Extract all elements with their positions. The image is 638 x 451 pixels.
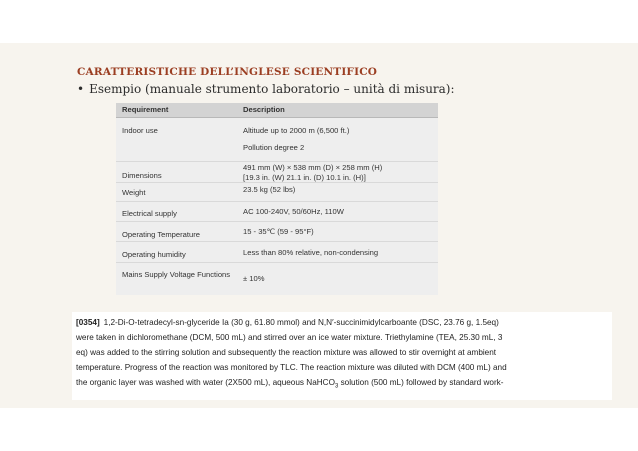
table-row (116, 202, 438, 222)
description-line: 23.5 kg (52 lbs) (243, 185, 296, 194)
description-line: Less than 80% relative, non-condensing (243, 248, 379, 257)
requirements-table (116, 103, 438, 295)
patent-excerpt (72, 312, 612, 400)
patent-line-2: were taken in dichloromethane (DCM, 500 mL) and stirred over an ice water mixture. Triethylamine (TEA, 25.30 mL, 3 (76, 333, 503, 342)
patent-text: solution (500 mL) followed by standard work- (338, 378, 504, 387)
requirement-cell: Operating Temperature (122, 230, 200, 239)
table-row (116, 263, 438, 295)
table-header-row (116, 103, 438, 118)
requirement-cell: Electrical supply (122, 209, 177, 218)
description-cell (243, 274, 433, 284)
requirement-cell: Indoor use (122, 126, 158, 135)
table-row (116, 222, 438, 242)
table-row (116, 183, 438, 202)
description-line: Altitude up to 2000 m (6,500 ft.) (243, 126, 350, 135)
description-line: AC 100-240V, 50/60Hz, 110W (243, 207, 344, 216)
column-header-requirement: Requirement (122, 105, 169, 114)
description-line: Pollution degree 2 (243, 143, 305, 152)
description-cell (243, 207, 433, 217)
paragraph-number: [0354] (76, 318, 100, 327)
description-cell (243, 185, 433, 195)
description-line: 491 mm (W) × 538 mm (D) × 258 mm (H) (243, 163, 383, 172)
bullet-text: Esempio (manuale strumento laboratorio – unità di misura): (89, 82, 455, 96)
bullet-dot-icon: • (77, 82, 85, 96)
description-cell (243, 248, 433, 258)
patent-text: 1,2-Di-O-tetradecyl-sn-glyceride Ia (30 g, 61.80 mmol) and N,N′-succinimidylcarboante (DSC, 23.76 g, 1.5eq) (103, 318, 499, 327)
patent-text: the organic layer was washed with water (2X500 mL), aqueous NaHCO (76, 378, 335, 387)
bullet-item (77, 82, 455, 96)
table-row (116, 118, 438, 162)
patent-line-3: eq) was added to the stirring solution and subsequently the reaction mixture was allowed to stir overnight at ambient (76, 348, 497, 357)
patent-line-5 (76, 376, 504, 390)
requirement-cell: Weight (122, 188, 146, 197)
requirement-cell: Dimensions (122, 171, 162, 180)
table-row (116, 242, 438, 263)
description-line: [19.3 in. (W) 21.1 in. (D) 10.1 in. (H)] (243, 173, 366, 182)
description-cell (243, 126, 433, 153)
requirement-cell: Mains Supply Voltage Functions (122, 270, 231, 279)
description-line: ± 10% (243, 274, 265, 283)
subscript: 3 (334, 383, 339, 390)
description-cell (243, 227, 433, 237)
patent-line-1 (76, 316, 499, 330)
slide-title: CARATTERISTICHE DELL’INGLESE SCIENTIFICO (77, 66, 378, 78)
table-row (116, 162, 438, 183)
requirement-cell: Operating humidity (122, 250, 186, 259)
column-header-description: Description (243, 105, 285, 114)
description-line: 15 - 35℃ (59 - 95°F) (243, 227, 314, 236)
description-cell (243, 163, 433, 183)
description-spacer (243, 136, 433, 143)
patent-line-4: temperature. Progress of the reaction was monitored by TLC. The reaction mixture was diluted with DCM (400 mL) and (76, 363, 507, 372)
